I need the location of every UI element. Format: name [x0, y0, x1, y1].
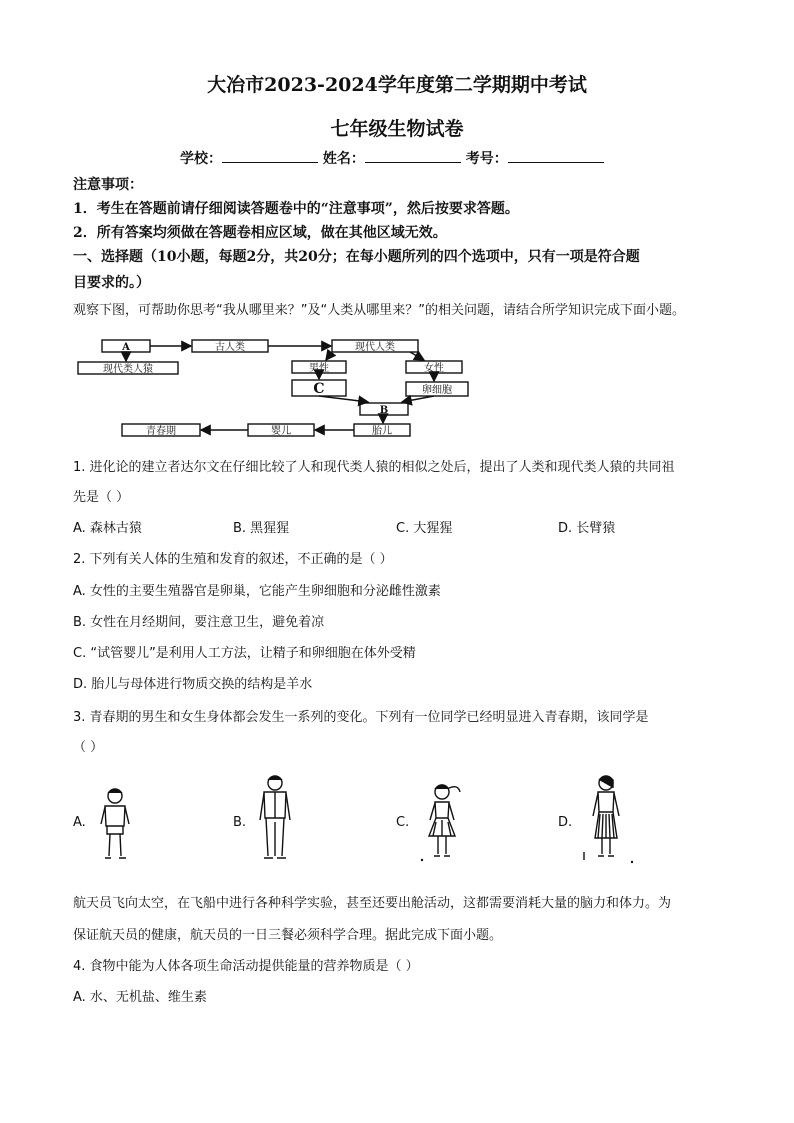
q1-option-b[interactable]: B. 黑猩猩 [233, 521, 290, 536]
number-blank[interactable] [508, 148, 604, 163]
number-label: 考号： [465, 151, 508, 167]
label-fetus: 胎儿 [372, 426, 392, 437]
q2-option-c[interactable]: C. “试管婴儿”是利用人工方法，让精子和卵细胞在体外受精 [73, 646, 416, 661]
student-info-row [180, 148, 604, 168]
q1-stem-line2: 先是（ ） [73, 490, 130, 505]
school-blank[interactable] [222, 148, 318, 163]
q3-stem-line1: 3. 青春期的男生和女生身体都会发生一系列的变化。下列有一位同学已经明显进入青春期，该同学是 [73, 710, 649, 725]
name-blank[interactable] [365, 148, 461, 163]
note-item-2: 2．所有答案均须做在答题卷相应区域，做在其他区域无效。 [73, 225, 447, 241]
name-label: 姓名： [322, 151, 365, 167]
page-subtitle: 七年级生物试卷 [330, 118, 464, 140]
teen-boy-figure [254, 772, 296, 864]
label-apes: 现代类人猿 [103, 364, 153, 375]
label-ancient: 古人类 [215, 342, 245, 353]
label-female: 女性 [424, 363, 444, 374]
label-a: A [122, 342, 130, 353]
q3-option-d[interactable]: D. [558, 815, 573, 830]
label-egg: 卵细胞 [422, 385, 452, 396]
human-origin-diagram [70, 330, 510, 442]
notes-heading: 注意事项： [73, 177, 143, 193]
q4-stem: 4. 食物中能为人体各项生命活动提供能量的营养物质是（ ） [73, 959, 419, 974]
q2-stem: 2. 下列有关人体的生殖和发育的叙述，不正确的是（ ） [73, 552, 393, 567]
section-heading-line1: 一、选择题（10小题，每题2分，共20分；在每小题所列的四个选项中，只有一项是符合题 [73, 249, 640, 265]
q2-option-b[interactable]: B. 女性在月经期间，要注意卫生，避免着凉 [73, 615, 325, 630]
passage-line2: 保证航天员的健康，航天员的一日三餐必须科学合理。据此完成下面小题。 [73, 928, 503, 943]
q3-option-c[interactable]: C. [396, 815, 410, 830]
q4-option-a[interactable]: A. 水、无机盐、维生素 [73, 990, 207, 1005]
q3-option-b[interactable]: B. [233, 815, 247, 830]
q2-option-a[interactable]: A. 女性的主要生殖器官是卵巢，它能产生卵细胞和分泌雌性激素 [73, 584, 441, 599]
note-item-1: 1．考生在答题前请仔细阅读答题卷中的“注意事项”，然后按要求答题。 [73, 201, 519, 217]
q2-option-d[interactable]: D. 胎儿与母体进行物质交换的结构是羊水 [73, 677, 313, 692]
label-puberty: 青春期 [146, 426, 176, 437]
section-intro: 观察下图，可帮助你思考“我从哪里来？”及“人类从哪里来？”的相关问题，请结合所学知识完成下面小题。 [73, 303, 685, 318]
label-baby: 婴儿 [271, 426, 291, 437]
q1-option-c[interactable]: C. 大猩猩 [396, 521, 453, 536]
teen-girl-figure [580, 772, 636, 866]
label-c: C [313, 381, 325, 397]
label-b: B [379, 405, 389, 416]
q3-option-a[interactable]: A. [73, 815, 86, 830]
q1-stem-line1: 1. 进化论的建立者达尔文在仔细比较了人和现代类人猿的相似之处后，提出了人类和现代类人猿的共同祖 [73, 460, 675, 475]
section-heading-line2: 目要求的。） [73, 275, 150, 291]
q1-option-a[interactable]: A. 森林古猿 [73, 521, 142, 536]
label-modern: 现代人类 [355, 342, 395, 353]
passage-line1: 航天员飞向太空，在飞船中进行各种科学实验，甚至还要出舱活动，这都需要消耗大量的脑力和体力。为 [73, 896, 672, 911]
boy-child-figure [95, 784, 135, 864]
label-male: 男性 [309, 363, 329, 374]
q1-option-d[interactable]: D. 长臂猿 [558, 521, 616, 536]
q3-stem-line2: （ ） [73, 740, 104, 755]
page-title: 大冶市2023-2024学年度第二学期期中考试 [207, 74, 587, 96]
school-label: 学校： [180, 151, 222, 167]
girl-child-figure [418, 778, 468, 866]
